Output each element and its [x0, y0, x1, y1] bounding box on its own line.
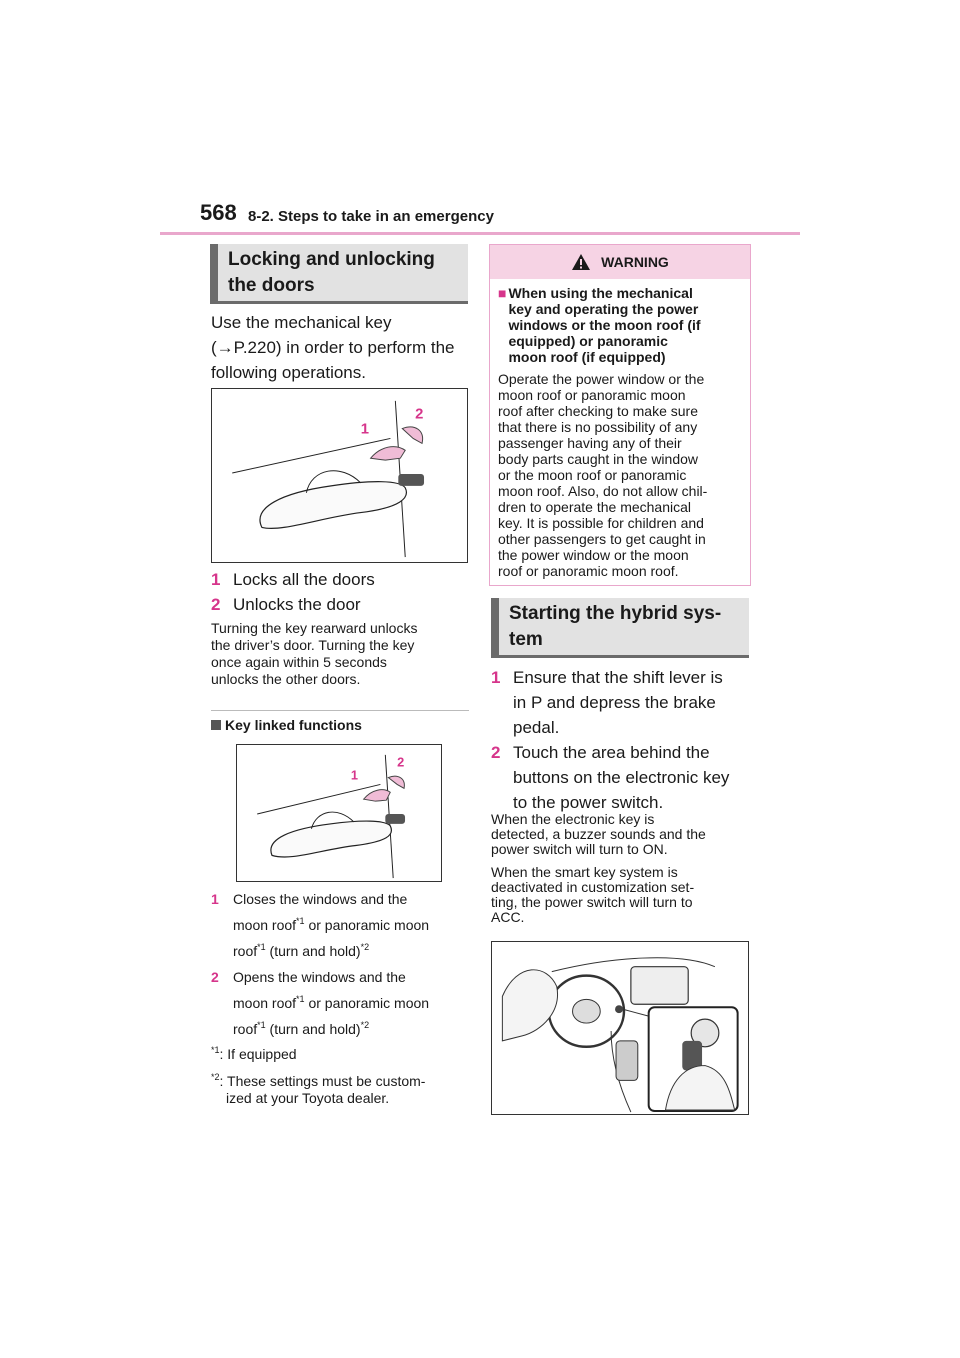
header-rule	[160, 232, 800, 235]
key-linked-item-1: 1 Closes the windows and the moon roof$^{*1}$ or panoramic moon roof$^{*1}$ (turn and hold)$^{*2}$	[211, 891, 430, 959]
door-handle-illustration-1	[211, 388, 468, 563]
footnote-1: $^{*1}$: If equipped	[211, 1045, 297, 1062]
square-bullet-icon: ■	[498, 285, 507, 301]
door-handle-illustration-2	[236, 744, 442, 882]
chapter-title: 8-2. Steps to take in an emergency	[248, 208, 494, 225]
note-deactivated: When the smart key system is deactivated in customization set- ting, the power switch will turn to ACC.	[491, 864, 695, 925]
sub-heading-key-linked: Key linked functions	[211, 717, 362, 733]
intro-paragraph: Use the mechanical key (→P.220) in order to perform the following operations.	[211, 313, 455, 382]
start-step-1: 1 Ensure that the shift lever is in P and depress the brake pedal.	[491, 668, 723, 737]
step-list-starting	[491, 665, 756, 815]
driver-cockpit-illustration	[491, 941, 749, 1115]
fig2-label-1: 1	[350, 767, 358, 783]
note-paragraph: Turning the key rearward unlocks the driver’s door. Turning the key once again within 5 seconds unlocks the other doors.	[211, 620, 418, 687]
warning-title: ■ When using the mechanical key and operating the power windows or the moon roof (if equipped) or panoramic moon roof (if equipped)	[498, 285, 701, 365]
start-step-2: 2 Touch the area behind the buttons on the electronic key to the power switch.	[491, 743, 730, 812]
footnote-2: $^{*2}$: These settings must be custom-	[211, 1072, 426, 1089]
step-2: 2 Unlocks the door	[211, 595, 361, 614]
divider	[211, 710, 469, 711]
start-notes	[491, 812, 756, 925]
warning-box	[489, 244, 751, 586]
warning-text: Operate the power window or the moon roof or panoramic moon roof after checking to make sure that there is no possibility of any passenger having any of their body parts caught in the window or the moon roof or panoramic moon roof. Also, do not allow chil- dren to operate the mechanical key. It is possible for children and other passengers to get caught in the power window or the moon roof or panoramic moon roof.	[498, 371, 708, 579]
note-detected: When the electronic key is detected, a buzzer sounds and the power switch will turn to ON.	[491, 811, 706, 857]
footnotes: $^{*1}$: If equipped $^{*2}$: These settings must be custom- ized at your Toyota dealer.	[211, 1046, 473, 1107]
warning-header: WARNING	[490, 245, 750, 279]
section-heading-locking: Locking and unlocking the doors	[210, 244, 468, 301]
fig2-label-2: 2	[397, 754, 405, 770]
key-linked-list	[211, 886, 473, 1042]
square-bullet-icon	[211, 720, 221, 730]
warning-triangle-icon	[571, 253, 591, 271]
fig-label-1: 1	[360, 421, 370, 438]
step-list-locking	[211, 567, 471, 617]
section-heading-starting: Starting the hybrid sys- tem	[491, 598, 749, 655]
fig-label-2: 2	[415, 406, 424, 423]
step-1: 1 Locks all the doors	[211, 570, 375, 589]
key-linked-item-2: 2 Opens the windows and the moon roof$^{*1}$ or panoramic moon roof$^{*1}$ (turn and hold)$^{*2}$	[211, 969, 430, 1037]
page-number: 568	[200, 200, 237, 225]
